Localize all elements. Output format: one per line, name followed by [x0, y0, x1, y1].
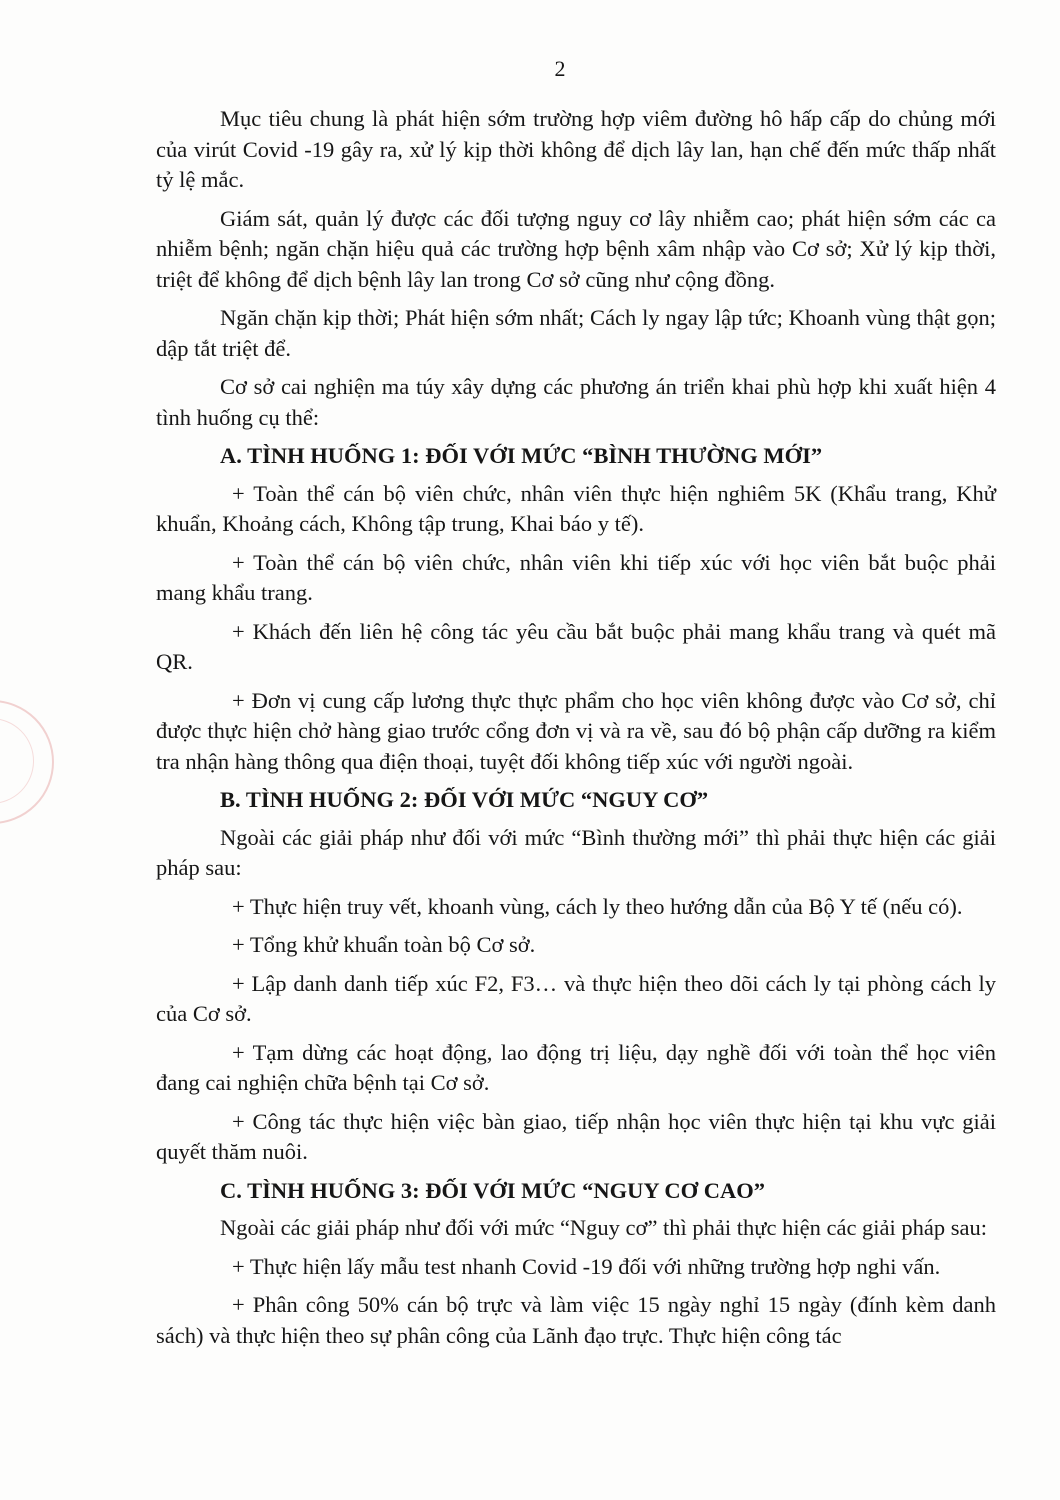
section-a-heading: A. TÌNH HUỐNG 1: ĐỐI VỚI MỨC “BÌNH THƯỜNG MỚI”	[220, 443, 823, 468]
red-seal-stamp	[0, 700, 54, 824]
paragraph-principles: Ngăn chặn kịp thời; Phát hiện sớm nhất; Cách ly ngay lập tức; Khoanh vùng thật gọn; dập tắt triệt để.	[156, 305, 996, 361]
section-a-item: + Toàn thể cán bộ viên chức, nhân viên khi tiếp xúc với học viên bắt buộc phải mang khẩu trang.	[156, 549, 996, 605]
section-c-item: + Thực hiện lấy mẫu test nhanh Covid -19 đối với những trường hợp nghi vấn.	[232, 1253, 941, 1279]
paragraph-scenarios-intro: Cơ sở cai nghiện ma túy xây dựng các phương án triển khai phù hợp khi xuất hiện 4 tình huống cụ thể:	[156, 374, 996, 430]
section-b-item: + Tạm dừng các hoạt động, lao động trị liệu, dạy nghề đối với toàn thể học viên đang cai nghiện chữa bệnh tại Cơ sở.	[156, 1039, 996, 1095]
section-a-item: + Khách đến liên hệ công tác yêu cầu bắt buộc phải mang khẩu trang và quét mã QR.	[156, 618, 996, 674]
section-b-item: + Thực hiện truy vết, khoanh vùng, cách ly theo hướng dẫn của Bộ Y tế (nếu có).	[232, 893, 963, 919]
section-c-heading: C. TÌNH HUỐNG 3: ĐỐI VỚI MỨC “NGUY CƠ CAO”	[220, 1177, 766, 1203]
section-a-item: + Đơn vị cung cấp lương thực thực phẩm cho học viên không được vào Cơ sở, chỉ được thực hiện chở hàng giao trước cổng đơn vị và ra về, sau đó bộ phận cấp dưỡng ra kiểm tra nhận hàng thông qua điện thoại, tuyệt đối không tiếp xúc với người ngoài.	[156, 687, 996, 774]
paragraph-surveillance: Giám sát, quản lý được các đối tượng nguy cơ lây nhiễm cao; phát hiện sớm các ca nhiễm bệnh; ngăn chặn hiệu quả các trường hợp bệnh xâm nhập vào Cơ sở; Xử lý kịp thời, triệt để không để dịch bệnh lây lan trong Cơ sở cũng như cộng đồng.	[156, 205, 996, 292]
section-a-item: + Toàn thể cán bộ viên chức, nhân viên thực hiện nghiêm 5K (Khẩu trang, Khử khuẩn, Khoảng cách, Không tập trung, Khai báo y tế).	[156, 480, 996, 536]
page-number: 2	[554, 56, 566, 81]
section-b-item: + Tổng khử khuẩn toàn bộ Cơ sở.	[232, 932, 536, 957]
section-b-heading: B. TÌNH HUỐNG 2: ĐỐI VỚI MỨC “NGUY CƠ”	[220, 787, 709, 812]
section-b-intro: Ngoài các giải pháp như đối với mức “Bình thường mới” thì phải thực hiện các giải pháp sau:	[156, 824, 996, 880]
section-b-item: + Lập danh danh tiếp xúc F2, F3… và thực hiện theo dõi cách ly tại phòng cách ly của Cơ sở.	[156, 970, 996, 1026]
section-c-item: + Phân công 50% cán bộ trực và làm việc 15 ngày nghỉ 15 ngày (đính kèm danh sách) và thực hiện theo sự phân công của Lãnh đạo trực. Thực hiện công tác	[156, 1292, 996, 1348]
document-body	[156, 104, 996, 1359]
section-b-item: + Công tác thực hiện việc bàn giao, tiếp nhận học viên thực hiện tại khu vực giải quyết thăm nuôi.	[156, 1108, 996, 1164]
red-seal-inner-ring	[0, 718, 34, 804]
paragraph-objective: Mục tiêu chung là phát hiện sớm trường hợp viêm đường hô hấp cấp do chủng mới của virút Covid -19 gây ra, xử lý kịp thời không để dịch lây lan, hạn chế đến mức thấp nhất tỷ lệ mắc.	[156, 106, 996, 192]
section-c-intro: Ngoài các giải pháp như đối với mức “Nguy cơ” thì phải thực hiện các giải pháp sau:	[220, 1215, 988, 1240]
